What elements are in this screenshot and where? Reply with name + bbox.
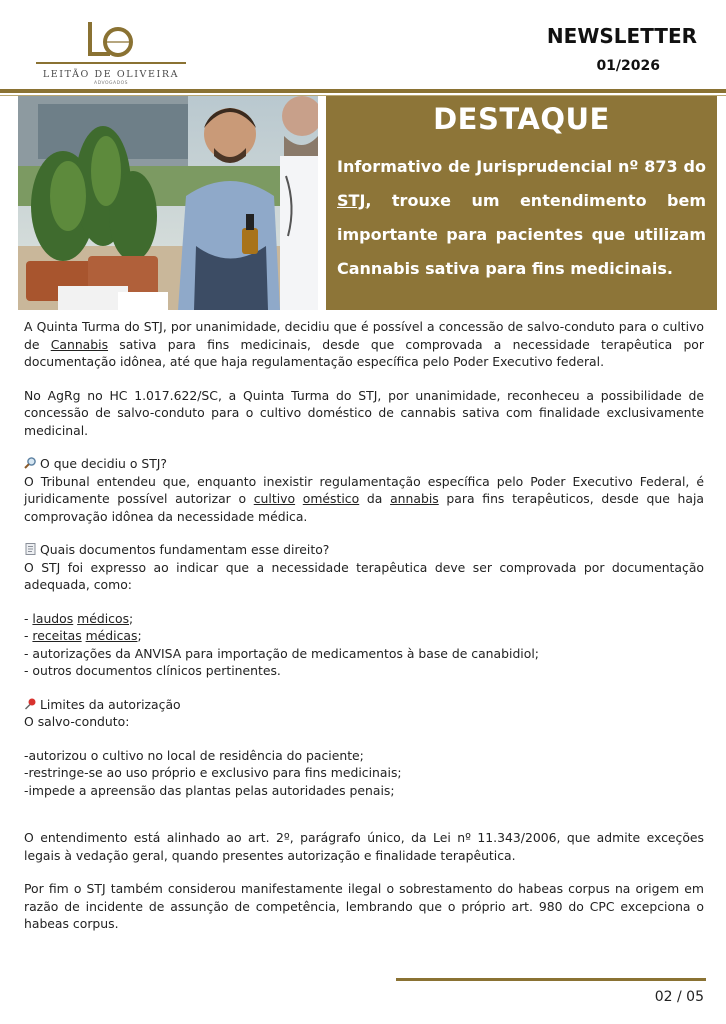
text-run: ; (137, 628, 142, 643)
text-run: da (359, 491, 391, 506)
underlined-term[interactable]: médicas (85, 628, 138, 643)
newsletter-label: NEWSLETTER (546, 24, 697, 48)
paragraph-limits: O salvo-conduto: (24, 714, 130, 729)
issue-number: 01/2026 (596, 58, 660, 74)
underlined-term[interactable]: annabis (390, 491, 439, 506)
section-heading-text: O que decidiu o STJ? (40, 456, 167, 471)
paragraph-agrg: No AgRg no HC 1.017.622/SC, a Quinta Turma do STJ, por unanimidade, reconheceu a possibilidade de concessão de salvo-conduto para o cultivo doméstico de cannabis sativa com finalidade exclusivamente medicinal. (24, 387, 704, 438)
section-heading-text: Quais documentos fundamentam esse direito? (40, 542, 330, 557)
highlight-text-part: , trouxe um entendimento bem importante para pacientes que utilizam Cannabis sativa para fins medicinais. (337, 191, 706, 278)
stj-link[interactable]: STJ (337, 191, 366, 210)
underlined-term[interactable]: oméstico (302, 491, 360, 506)
footer-divider (396, 978, 706, 981)
underlined-term[interactable]: médicos (77, 610, 130, 626)
text-run: O Tribunal entendeu que, enquanto inexistir regulamentação específica pelo Poder Executivo Federal, é juridicamente possível autorizar o (24, 473, 704, 506)
firm-name: LEITÃO DE OLIVEIRA (42, 69, 180, 80)
paragraph-documents: O STJ foi expresso ao indicar que a necessidade terapêutica deve ser comprovada por documentação adequada, como: (24, 559, 704, 592)
cannabis-patient-illustration (18, 96, 318, 310)
list-item: -restringe-se ao uso próprio e exclusivo para fins medicinais; (24, 765, 402, 780)
page-number: 02 / 05 (654, 989, 704, 1005)
pushpin-icon (24, 698, 37, 710)
section-heading-limits (24, 696, 704, 714)
header-divider (0, 89, 726, 93)
section-heading-decision (24, 455, 704, 473)
list-item: -autorizou o cultivo no local de residência do paciente; (24, 747, 364, 763)
paragraph-final: Por fim o STJ também considerou manifestamente ilegal o sobrestamento do habeas corpus na origem em razão de incidente de assunção de competência, lembrando que o próprio art. 980 do CPC excepciona o habeas corpus. (24, 881, 704, 931)
highlight-text-part: Informativo de Jurisprudencial nº 873 do (337, 157, 706, 176)
firm-logo (36, 20, 186, 90)
underlined-term[interactable]: laudos (32, 610, 74, 626)
article-body (24, 318, 704, 933)
highlight-title: DESTAQUE (433, 102, 610, 136)
underlined-term[interactable]: cultivo (253, 491, 296, 506)
document-icon (24, 543, 37, 555)
section-heading-text: Limites da autorização (40, 696, 181, 712)
list-item: - autorizações da ANVISA para importação de medicamentos à base de canabidiol; (24, 645, 539, 661)
list-item (24, 610, 704, 628)
underlined-term[interactable]: receitas (32, 628, 82, 643)
logo-mark-icon (84, 20, 138, 58)
logo-rule (36, 62, 186, 64)
text-run: sativa para fins medicinais, desde que comprovada a necessidade terapêutica por documentação idônea, até que haja regulamentação específica pelo Poder Executivo federal. (24, 336, 704, 369)
section-heading-documents (24, 541, 704, 559)
paragraph-decision (24, 473, 704, 526)
firm-subtitle: ADVOGADOS (94, 81, 128, 86)
text-run (295, 491, 303, 506)
list-item: - outros documentos clínicos pertinentes. (24, 663, 281, 678)
highlight-text (337, 150, 706, 286)
text-run: ; (129, 610, 134, 626)
list-item: -impede a apreensão das plantas pelas autoridades penais; (24, 782, 395, 798)
paragraph-intro (24, 318, 704, 371)
text-run: - (24, 628, 33, 643)
cannabis-link[interactable]: Cannabis (50, 336, 109, 352)
text-run: - (24, 610, 33, 626)
highlight-box (326, 96, 717, 310)
magnifier-icon (24, 457, 37, 469)
text-run: A Quinta Turma do STJ, por unanimidade, decidiu que é possível a concessão de salvo-conduto para o cultivo de (24, 319, 704, 352)
text-run: para fins terapêuticos, desde que haja comprovação idônea da necessidade médica. (24, 491, 705, 524)
list-item (24, 627, 704, 645)
paragraph-law: O entendimento está alinhado ao art. 2º, parágrafo único, da Lei nº 11.343/2006, que admite exceções legais à vedação geral, quando presentes autorização e finalidade terapêutica. (24, 830, 704, 863)
hero-photo (18, 96, 318, 310)
